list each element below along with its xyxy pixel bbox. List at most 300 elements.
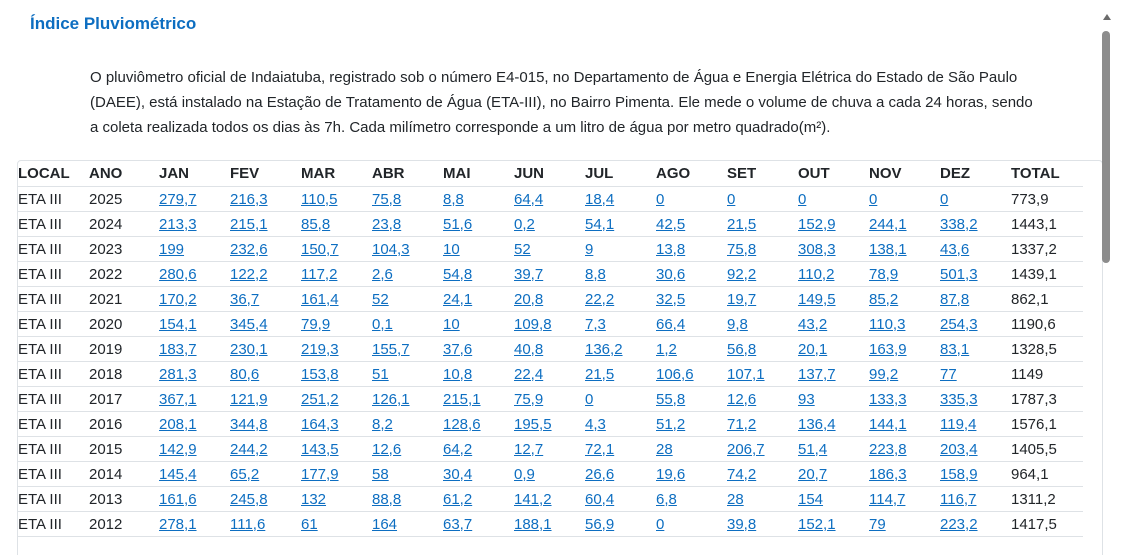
month-cell [230,212,301,237]
month-value-link[interactable]: 51,2 [656,415,686,433]
total-cell: 1328,5 [1011,337,1083,362]
month-value-link[interactable]: 161,6 [159,490,197,508]
month-value-link[interactable]: 10,8 [443,365,473,383]
month-value-link[interactable]: 164 [372,515,398,533]
month-value-link[interactable]: 308,3 [798,240,836,258]
month-cell [159,487,230,512]
scroll-up-arrow-icon[interactable] [1103,14,1111,20]
month-value-link[interactable]: 56,9 [585,515,615,533]
month-value-link[interactable]: 87,8 [940,290,970,308]
month-value-link[interactable]: 88,8 [372,490,402,508]
month-cell [798,462,869,487]
month-value-link[interactable]: 4,3 [585,415,606,433]
month-value-link[interactable]: 13,8 [656,240,686,258]
month-cell [159,187,230,212]
description-paragraph: O pluviômetro oficial de Indaiatuba, registrado sob o número E4-015, no Departamento de Água e Energia Elétrica do Estado de São Paulo (DAEE), está instalado na Estação de Tratamento de Água (ETA-III), no Bairro Pimenta. Ele mede o volume de chuva a cada 24 horas, sendo a coleta realizada todos os dias às 7h. Cada milímetro corresponde a um litro de água por metro quadrado(m²). [90,69,1033,136]
month-value-link[interactable]: 72,1 [585,440,615,458]
month-value-link[interactable]: 23,8 [372,215,402,233]
month-cell [230,387,301,412]
month-value-link[interactable]: 335,3 [940,390,978,408]
month-value-link[interactable]: 215,1 [443,390,481,408]
month-value-link[interactable]: 152,9 [798,215,836,233]
month-value-link[interactable]: 208,1 [159,415,197,433]
month-value-link[interactable]: 75,8 [372,190,402,208]
month-value-link[interactable]: 85,2 [869,290,899,308]
year-cell: 2022 [89,262,159,287]
month-cell [585,187,656,212]
month-value-link[interactable]: 75,8 [727,240,757,258]
month-value-link[interactable]: 21,5 [585,365,615,383]
month-value-link[interactable]: 110,5 [301,190,338,208]
month-cell [301,237,372,262]
column-header-mar: MAR [301,161,372,187]
month-value-link[interactable]: 338,2 [940,215,978,233]
month-value-link[interactable]: 132 [301,490,327,508]
month-value-link[interactable]: 0 [656,190,665,208]
month-value-link[interactable]: 206,7 [727,440,765,458]
table-row [18,487,1083,512]
month-value-link[interactable]: 161,4 [301,290,339,308]
local-cell: ETA III [18,462,89,487]
month-value-link[interactable]: 52 [514,240,531,258]
month-value-link[interactable]: 121,9 [230,390,268,408]
table-row [18,237,1083,262]
month-value-link[interactable]: 20,7 [798,465,828,483]
month-value-link[interactable]: 83,1 [940,340,970,358]
month-value-link[interactable]: 122,2 [230,265,268,283]
month-value-link[interactable]: 61,2 [443,490,473,508]
month-cell [798,362,869,387]
month-value-link[interactable]: 158,9 [940,465,978,483]
month-value-link[interactable]: 54,8 [443,265,473,283]
month-cell [301,512,372,537]
month-value-link[interactable]: 0,9 [514,465,535,483]
month-cell [514,387,585,412]
month-cell [656,462,727,487]
month-value-link[interactable]: 109,8 [514,315,552,333]
month-value-link[interactable]: 32,5 [656,290,686,308]
column-header-jan: JAN [159,161,230,187]
table-row [18,287,1083,312]
month-cell [443,212,514,237]
month-value-link[interactable]: 24,1 [443,290,473,308]
month-value-link[interactable]: 51,6 [443,215,473,233]
month-value-link[interactable]: 37,6 [443,340,473,358]
total-cell: 862,1 [1011,287,1083,312]
month-value-link[interactable]: 61 [301,515,318,533]
month-value-link[interactable]: 254,3 [940,315,978,333]
month-cell [301,337,372,362]
table-row [18,312,1083,337]
month-value-link[interactable]: 0 [585,390,594,408]
month-value-link[interactable]: 58 [372,465,389,483]
month-value-link[interactable]: 128,6 [443,415,481,433]
month-value-link[interactable]: 51,4 [798,440,828,458]
month-value-link[interactable]: 110,2 [798,265,835,283]
month-cell [372,312,443,337]
year-cell: 2016 [89,412,159,437]
month-value-link[interactable]: 0,2 [514,215,535,233]
month-value-link[interactable]: 12,6 [372,440,402,458]
month-value-link[interactable]: 164,3 [301,415,339,433]
month-cell [656,262,727,287]
year-cell: 2014 [89,462,159,487]
month-value-link[interactable]: 80,6 [230,365,260,383]
column-header-ano: ANO [89,161,159,187]
month-cell [940,387,1011,412]
month-cell [514,312,585,337]
local-cell: ETA III [18,337,89,362]
month-value-link[interactable]: 245,8 [230,490,268,508]
table-row [18,262,1083,287]
month-cell [372,362,443,387]
month-value-link[interactable]: 0 [656,515,665,533]
local-cell: ETA III [18,487,89,512]
month-value-link[interactable]: 93 [798,390,815,408]
month-value-link[interactable]: 0 [727,190,736,208]
month-value-link[interactable]: 279,7 [159,190,197,208]
month-value-link[interactable]: 154 [798,490,824,508]
month-value-link[interactable]: 22,2 [585,290,615,308]
month-value-link[interactable]: 153,8 [301,365,339,383]
month-value-link[interactable]: 7,3 [585,315,606,333]
month-value-link[interactable]: 106,6 [656,365,694,383]
month-value-link[interactable]: 149,5 [798,290,836,308]
month-value-link[interactable]: 0 [798,190,807,208]
month-value-link[interactable]: 43,2 [798,315,828,333]
vertical-scrollbar[interactable] [1099,14,1115,555]
month-value-link[interactable]: 0,1 [372,315,393,333]
month-value-link[interactable]: 116,7 [940,490,977,508]
total-cell: 1311,2 [1011,487,1083,512]
month-value-link[interactable]: 52 [372,290,389,308]
table-header-row [18,161,1083,187]
month-cell [230,487,301,512]
month-value-link[interactable]: 77 [940,365,957,383]
month-value-link[interactable]: 42,5 [656,215,686,233]
month-cell [514,462,585,487]
month-value-link[interactable]: 119,4 [940,415,977,433]
month-value-link[interactable]: 126,1 [372,390,410,408]
month-value-link[interactable]: 8,8 [585,265,606,283]
month-cell [585,387,656,412]
local-cell: ETA III [18,262,89,287]
month-cell [798,312,869,337]
month-value-link[interactable]: 150,7 [301,240,339,258]
month-value-link[interactable]: 43,6 [940,240,970,258]
month-value-link[interactable]: 10 [443,315,460,333]
total-cell: 1149 [1011,362,1083,387]
month-value-link[interactable]: 186,3 [869,465,907,483]
month-value-link[interactable]: 60,4 [585,490,615,508]
month-value-link[interactable]: 216,3 [230,190,268,208]
month-cell [869,337,940,362]
month-value-link[interactable]: 8,2 [372,415,393,433]
month-cell [230,262,301,287]
month-cell [230,237,301,262]
month-cell [869,387,940,412]
month-cell [301,412,372,437]
month-cell [301,437,372,462]
month-value-link[interactable]: 20,8 [514,290,544,308]
month-value-link[interactable]: 30,6 [656,265,686,283]
month-cell [443,412,514,437]
year-cell: 2019 [89,337,159,362]
month-cell [301,387,372,412]
month-value-link[interactable]: 281,3 [159,365,197,383]
month-value-link[interactable]: 64,2 [443,440,473,458]
local-cell: ETA III [18,312,89,337]
month-cell [514,362,585,387]
month-cell [656,437,727,462]
month-value-link[interactable]: 20,1 [798,340,828,358]
local-cell: ETA III [18,387,89,412]
month-cell [230,462,301,487]
month-value-link[interactable]: 39,8 [727,515,757,533]
month-cell [585,212,656,237]
month-cell [869,262,940,287]
month-cell [656,412,727,437]
month-value-link[interactable]: 170,2 [159,290,197,308]
month-cell [301,187,372,212]
month-cell [585,237,656,262]
total-cell: 964,1 [1011,462,1083,487]
column-header-jun: JUN [514,161,585,187]
total-cell: 1576,1 [1011,412,1083,437]
month-cell [798,262,869,287]
month-value-link[interactable]: 154,1 [159,315,197,333]
month-value-link[interactable]: 133,3 [869,390,907,408]
month-cell [514,287,585,312]
month-cell [372,212,443,237]
month-value-link[interactable]: 28 [656,440,673,458]
month-cell [585,262,656,287]
total-cell: 1417,5 [1011,512,1083,537]
month-value-link[interactable]: 9 [585,240,594,258]
month-value-link[interactable]: 85,8 [301,215,331,233]
month-value-link[interactable]: 10 [443,240,460,258]
table-row [18,462,1083,487]
month-value-link[interactable]: 18,4 [585,190,615,208]
month-value-link[interactable]: 0 [869,190,878,208]
month-cell [159,237,230,262]
month-value-link[interactable]: 9,8 [727,315,748,333]
month-value-link[interactable]: 195,5 [514,415,552,433]
month-value-link[interactable]: 79,9 [301,315,331,333]
month-value-link[interactable]: 244,2 [230,440,268,458]
year-cell: 2017 [89,387,159,412]
month-value-link[interactable]: 213,3 [159,215,197,233]
month-value-link[interactable]: 55,8 [656,390,686,408]
month-value-link[interactable]: 117,2 [301,265,338,283]
month-value-link[interactable]: 223,8 [869,440,907,458]
month-cell [159,512,230,537]
month-value-link[interactable]: 92,2 [727,265,757,283]
month-value-link[interactable]: 66,4 [656,315,686,333]
month-value-link[interactable]: 78,9 [869,265,899,283]
month-cell [230,287,301,312]
month-value-link[interactable]: 251,2 [301,390,339,408]
month-cell [940,462,1011,487]
month-value-link[interactable]: 345,4 [230,315,268,333]
month-value-link[interactable]: 22,4 [514,365,544,383]
month-value-link[interactable]: 144,1 [869,415,907,433]
month-cell [230,337,301,362]
month-value-link[interactable]: 51 [372,365,389,383]
month-cell [727,187,798,212]
month-cell [443,287,514,312]
month-value-link[interactable]: 63,7 [443,515,473,533]
month-cell [940,512,1011,537]
month-cell [230,437,301,462]
month-value-link[interactable]: 26,6 [585,465,615,483]
month-value-link[interactable]: 244,1 [869,215,907,233]
month-value-link[interactable]: 12,7 [514,440,544,458]
month-value-link[interactable]: 215,1 [230,215,268,233]
year-cell: 2025 [89,187,159,212]
month-cell [301,362,372,387]
local-cell: ETA III [18,362,89,387]
month-value-link[interactable]: 36,7 [230,290,260,308]
table-row [18,387,1083,412]
month-cell [656,362,727,387]
month-cell [443,362,514,387]
month-cell [727,262,798,287]
month-value-link[interactable]: 219,3 [301,340,339,358]
month-cell [372,237,443,262]
month-value-link[interactable]: 138,1 [869,240,907,258]
month-value-link[interactable]: 56,8 [727,340,757,358]
month-cell [656,512,727,537]
month-value-link[interactable]: 199 [159,240,185,258]
month-value-link[interactable]: 501,3 [940,265,978,283]
month-cell [869,487,940,512]
month-value-link[interactable]: 40,8 [514,340,544,358]
month-value-link[interactable]: 367,1 [159,390,197,408]
month-cell [372,187,443,212]
month-cell [443,462,514,487]
month-value-link[interactable]: 107,1 [727,365,765,383]
month-value-link[interactable]: 0 [940,190,949,208]
month-value-link[interactable]: 152,1 [798,515,836,533]
month-value-link[interactable]: 19,6 [656,465,686,483]
month-value-link[interactable]: 278,1 [159,515,197,533]
local-cell: ETA III [18,212,89,237]
month-cell [159,337,230,362]
month-value-link[interactable]: 137,7 [798,365,836,383]
month-value-link[interactable]: 163,9 [869,340,907,358]
month-value-link[interactable]: 1,2 [656,340,677,358]
month-value-link[interactable]: 39,7 [514,265,544,283]
year-cell: 2012 [89,512,159,537]
month-value-link[interactable]: 64,4 [514,190,544,208]
local-cell: ETA III [18,512,89,537]
month-value-link[interactable]: 8,8 [443,190,464,208]
month-cell [514,437,585,462]
month-value-link[interactable]: 2,6 [372,265,393,283]
month-value-link[interactable]: 188,1 [514,515,552,533]
column-header-out: OUT [798,161,869,187]
month-value-link[interactable]: 75,9 [514,390,544,408]
month-cell [514,187,585,212]
month-value-link[interactable]: 145,4 [159,465,197,483]
month-cell [301,212,372,237]
month-value-link[interactable]: 230,1 [230,340,268,358]
month-cell [727,512,798,537]
month-cell [798,237,869,262]
month-value-link[interactable]: 203,4 [940,440,978,458]
month-cell [514,487,585,512]
month-value-link[interactable]: 155,7 [372,340,410,358]
month-value-link[interactable]: 232,6 [230,240,268,258]
month-value-link[interactable]: 280,6 [159,265,197,283]
month-cell [727,287,798,312]
local-cell: ETA III [18,437,89,462]
month-cell [656,187,727,212]
month-cell [727,437,798,462]
month-cell [443,487,514,512]
month-value-link[interactable]: 65,2 [230,465,260,483]
month-cell [798,487,869,512]
year-cell: 2013 [89,487,159,512]
month-value-link[interactable]: 111,6 [230,515,266,533]
month-value-link[interactable]: 142,9 [159,440,197,458]
month-cell [585,437,656,462]
month-value-link[interactable]: 19,7 [727,290,757,308]
month-cell [585,487,656,512]
scrollbar-thumb[interactable] [1102,31,1110,263]
month-cell [301,312,372,337]
month-value-link[interactable]: 99,2 [869,365,899,383]
month-value-link[interactable]: 79 [869,515,886,533]
month-value-link[interactable]: 104,3 [372,240,410,258]
month-value-link[interactable]: 30,4 [443,465,473,483]
month-cell [514,237,585,262]
month-value-link[interactable]: 223,2 [940,515,978,533]
month-cell [656,237,727,262]
month-cell [798,337,869,362]
month-value-link[interactable]: 344,8 [230,415,268,433]
month-value-link[interactable]: 136,4 [798,415,836,433]
month-cell [159,262,230,287]
month-value-link[interactable]: 114,7 [869,490,906,508]
month-value-link[interactable]: 136,2 [585,340,623,358]
month-value-link[interactable]: 141,2 [514,490,552,508]
month-value-link[interactable]: 12,6 [727,390,757,408]
table-row [18,362,1083,387]
month-value-link[interactable]: 28 [727,490,744,508]
month-value-link[interactable]: 71,2 [727,415,757,433]
total-cell: 1439,1 [1011,262,1083,287]
month-value-link[interactable]: 110,3 [869,315,906,333]
table-row [18,512,1083,537]
total-cell: 1443,1 [1011,212,1083,237]
month-value-link[interactable]: 6,8 [656,490,677,508]
month-cell [372,437,443,462]
month-value-link[interactable]: 143,5 [301,440,339,458]
month-value-link[interactable]: 21,5 [727,215,757,233]
month-value-link[interactable]: 74,2 [727,465,757,483]
month-value-link[interactable]: 177,9 [301,465,339,483]
month-cell [230,512,301,537]
month-cell [372,462,443,487]
month-cell [372,337,443,362]
month-value-link[interactable]: 54,1 [585,215,615,233]
column-header-nov: NOV [869,161,940,187]
month-cell [869,462,940,487]
month-value-link[interactable]: 183,7 [159,340,197,358]
month-cell [301,487,372,512]
